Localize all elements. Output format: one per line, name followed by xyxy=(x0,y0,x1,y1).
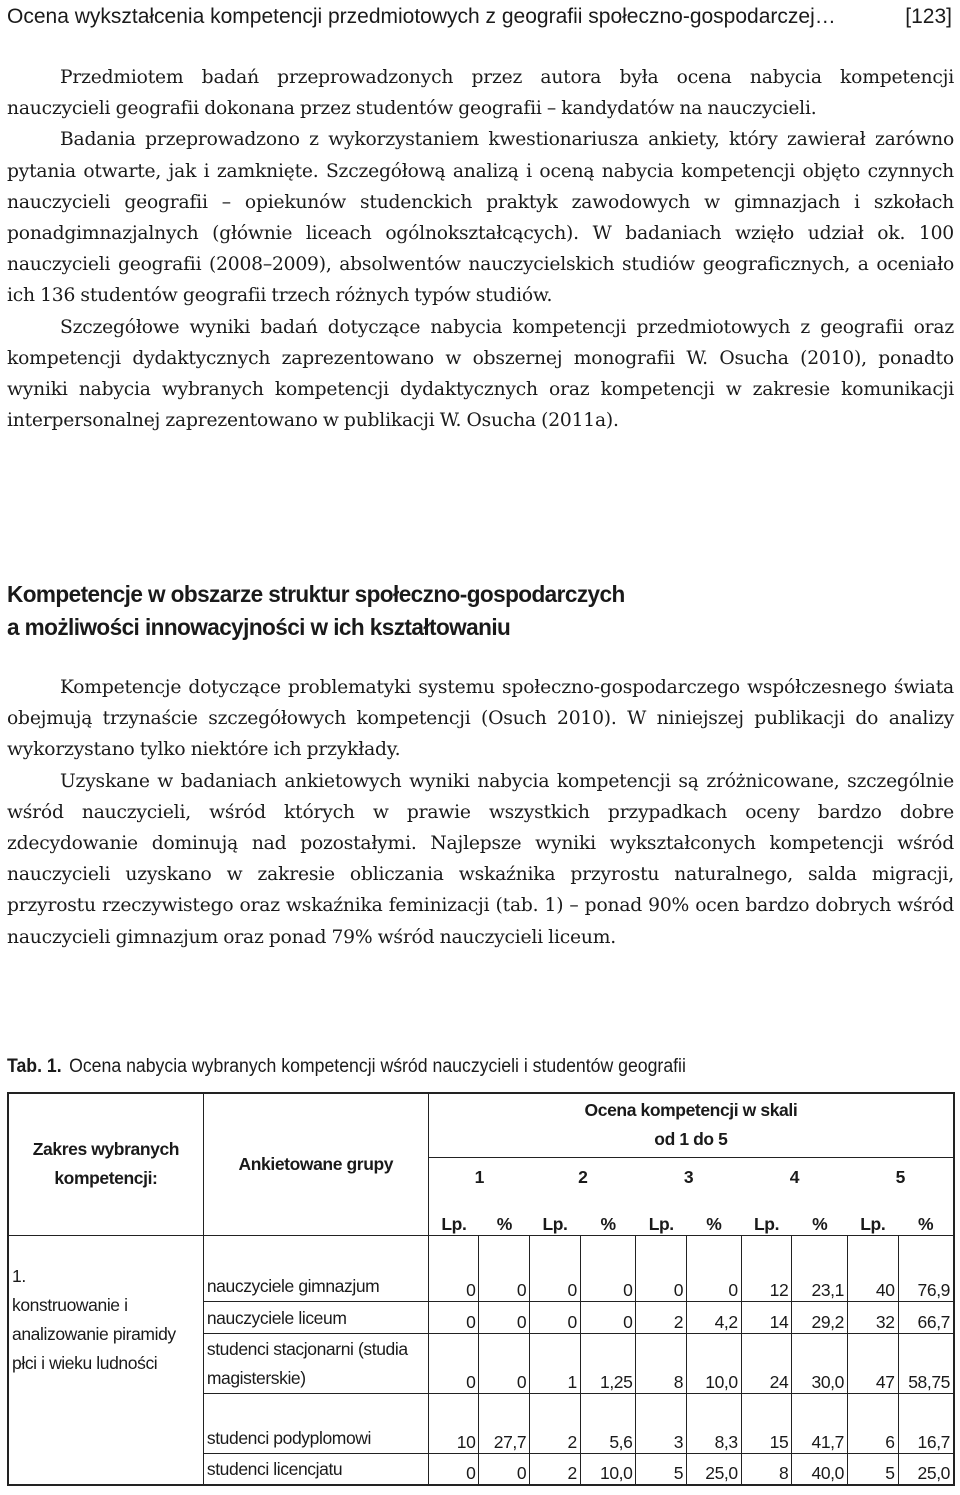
scale-1: 1 xyxy=(474,1166,484,1187)
page-number: [123] xyxy=(905,5,952,28)
count-cell: 0 xyxy=(636,1235,687,1301)
percent-cell: 25,0 xyxy=(687,1453,742,1485)
count-cell: 0 xyxy=(428,1453,479,1485)
count-cell: 40 xyxy=(847,1235,898,1301)
table-caption xyxy=(7,1056,686,1078)
percent-cell: 66,7 xyxy=(898,1301,954,1333)
competence-number: 1. xyxy=(12,1265,26,1286)
count-cell: 5 xyxy=(847,1453,898,1485)
competence-text: konstruowanie i analizowanie piramidy płci i wieku ludności xyxy=(12,1294,176,1373)
count-cell: 15 xyxy=(741,1393,792,1453)
percent-cell: 41,7 xyxy=(792,1393,848,1453)
group-label: studenci licencjatu xyxy=(203,1453,428,1485)
percent-cell: 0 xyxy=(687,1235,742,1301)
paragraph: Przedmiotem badań przeprowadzonych przez autora była ocena nabycia kompetencji nauczycieli geografii dokonana przez studentów geografii – kandydatów na nauczycieli. xyxy=(7,67,954,120)
group-label: studenci stacjonarni (studia magisterskie) xyxy=(203,1333,428,1393)
header-competence: Zakres wybranych kompetencji: xyxy=(8,1093,203,1235)
percent-cell: 1,25 xyxy=(580,1333,636,1393)
count-cell: 6 xyxy=(847,1393,898,1453)
percent-cell: 5,6 xyxy=(580,1393,636,1453)
sub-lp: Lp. xyxy=(542,1213,568,1234)
scale-4: 4 xyxy=(789,1166,800,1187)
count-cell: 2 xyxy=(530,1393,581,1453)
group-label: nauczyciele liceum xyxy=(203,1301,428,1333)
percent-cell: 16,7 xyxy=(898,1393,954,1453)
header-scale: Ocena kompetencji w skali od 1 do 5 xyxy=(428,1093,954,1157)
running-header xyxy=(7,0,952,34)
group-label: nauczyciele gimnazjum xyxy=(203,1235,428,1301)
count-cell: 2 xyxy=(530,1453,581,1485)
percent-cell: 0 xyxy=(479,1235,530,1301)
percent-cell: 23,1 xyxy=(792,1235,848,1301)
count-cell: 0 xyxy=(428,1301,479,1333)
scale-2: 2 xyxy=(578,1166,588,1187)
competence-cell xyxy=(8,1235,203,1485)
percent-cell: 27,7 xyxy=(479,1393,530,1453)
count-cell: 0 xyxy=(530,1235,581,1301)
sub-lp: Lp. xyxy=(754,1213,780,1234)
section-heading-line: a możliwości innowacyjności w ich kształtowaniu xyxy=(7,614,511,640)
scale-5: 5 xyxy=(895,1166,905,1187)
table-label: Tab. 1. xyxy=(7,1056,62,1077)
header-groups: Ankietowane grupy xyxy=(203,1093,428,1235)
count-cell: 2 xyxy=(636,1301,687,1333)
table-title: Ocena nabycia wybranych kompetencji wśród nauczycieli i studentów geografii xyxy=(69,1056,686,1077)
count-cell: 1 xyxy=(530,1333,581,1393)
percent-cell: 40,0 xyxy=(792,1453,848,1485)
sub-pct: % xyxy=(917,1213,934,1234)
percent-cell: 30,0 xyxy=(792,1333,848,1393)
scale-3: 3 xyxy=(683,1166,694,1187)
sub-lp: Lp. xyxy=(441,1213,467,1234)
paragraph: Badania przeprowadzono z wykorzystaniem kwestionariusza ankiety, który zawierał zarówno pytania otwarte, jak i zamknięte. Szczegółową analizą i oceną nabycia kompetencji objęto czynnych nauczycieli geografii – opiekunów studenckich praktyk zawodowych w gimnazjach i szkołach ponadgimnazjalnych (głównie liceach ogólnokształcących). W badaniach wzięło udział ok. 100 nauczycieli geografii (2008–2009), absolwentów nauczycielskich studiów geograficznych, a oceniało ich 136 studentów geografii trzech różnych typów studiów. xyxy=(7,129,954,307)
section-text xyxy=(7,672,954,953)
paragraph: Uzyskane w badaniach ankietowych wyniki nabycia kompetencji są zróżnicowane, szczególnie wśród nauczycieli, wśród których w prawie wszystkich przypadkach oceny bardzo dobre zdecydowanie dominują nad pozostałymi. Najlepsze wyniki wykształconych kompetencji wśród nauczycieli uzyskano w zakresie obliczania wskaźnika przyrostu naturalnego, salda migracji, przyrostu rzeczywistego oraz wskaźnika feminizacji (tab. 1) – ponad 90% ocen bardzo dobrych wśród nauczycieli gimnazjum oraz ponad 79% wśród nauczycieli liceum. xyxy=(7,770,954,948)
sub-lp: Lp. xyxy=(648,1213,674,1234)
running-title: Ocena wykształcenia kompetencji przedmiotowych z geografii społeczno-gospodarczej… xyxy=(7,5,836,28)
percent-cell: 4,2 xyxy=(687,1301,742,1333)
sub-pct: % xyxy=(496,1213,512,1234)
count-cell: 0 xyxy=(428,1333,479,1393)
count-cell: 32 xyxy=(847,1301,898,1333)
percent-cell: 0 xyxy=(479,1301,530,1333)
intro-text xyxy=(7,62,954,436)
sub-pct: % xyxy=(812,1213,828,1234)
count-cell: 47 xyxy=(847,1333,898,1393)
count-cell: 5 xyxy=(636,1453,687,1485)
results-table xyxy=(7,1092,955,1486)
count-cell: 24 xyxy=(741,1333,792,1393)
count-cell: 0 xyxy=(530,1301,581,1333)
percent-cell: 0 xyxy=(580,1235,636,1301)
percent-cell: 25,0 xyxy=(898,1453,954,1485)
count-cell: 3 xyxy=(636,1393,687,1453)
percent-cell: 29,2 xyxy=(792,1301,848,1333)
count-cell: 12 xyxy=(741,1235,792,1301)
sub-pct: % xyxy=(600,1213,616,1234)
section-heading-line: Kompetencje w obszarze struktur społeczno-gospodarczych xyxy=(7,581,625,607)
sub-pct: % xyxy=(706,1213,722,1234)
percent-cell: 0 xyxy=(479,1333,530,1393)
count-cell: 10 xyxy=(428,1393,479,1453)
count-cell: 8 xyxy=(741,1453,792,1485)
percent-cell: 10,0 xyxy=(687,1333,742,1393)
sub-lp: Lp. xyxy=(860,1213,886,1234)
section-heading xyxy=(7,578,625,644)
group-label: studenci podyplomowi xyxy=(203,1393,428,1453)
count-cell: 14 xyxy=(741,1301,792,1333)
count-cell: 0 xyxy=(428,1235,479,1301)
paragraph: Szczegółowe wyniki badań dotyczące nabycia kompetencji przedmiotowych z geografii oraz kompetencji dydaktycznych zaprezentowano w obszernej monografii W. Osucha (2010), ponadto wyniki nabycia wybranych kompetencji dydaktycznych oraz kompetencji w zakresie komunikacji interpersonalnej zaprezentowano w publikacji W. Osucha (2011a). xyxy=(7,316,954,432)
percent-cell: 76,9 xyxy=(898,1235,954,1301)
table-row xyxy=(8,1235,954,1301)
percent-cell: 8,3 xyxy=(687,1393,742,1453)
percent-cell: 0 xyxy=(479,1453,530,1485)
count-cell: 8 xyxy=(636,1333,687,1393)
paragraph: Kompetencje dotyczące problematyki systemu społeczno-gospodarczego współczesnego świata obejmują trzynaście szczegółowych kompetencji (Osuch 2010). W niniejszej publikacji do analizy wykorzystano tylko niektóre ich przykłady. xyxy=(7,677,954,761)
percent-cell: 10,0 xyxy=(580,1453,636,1485)
percent-cell: 0 xyxy=(580,1301,636,1333)
percent-cell: 58,75 xyxy=(898,1333,954,1393)
